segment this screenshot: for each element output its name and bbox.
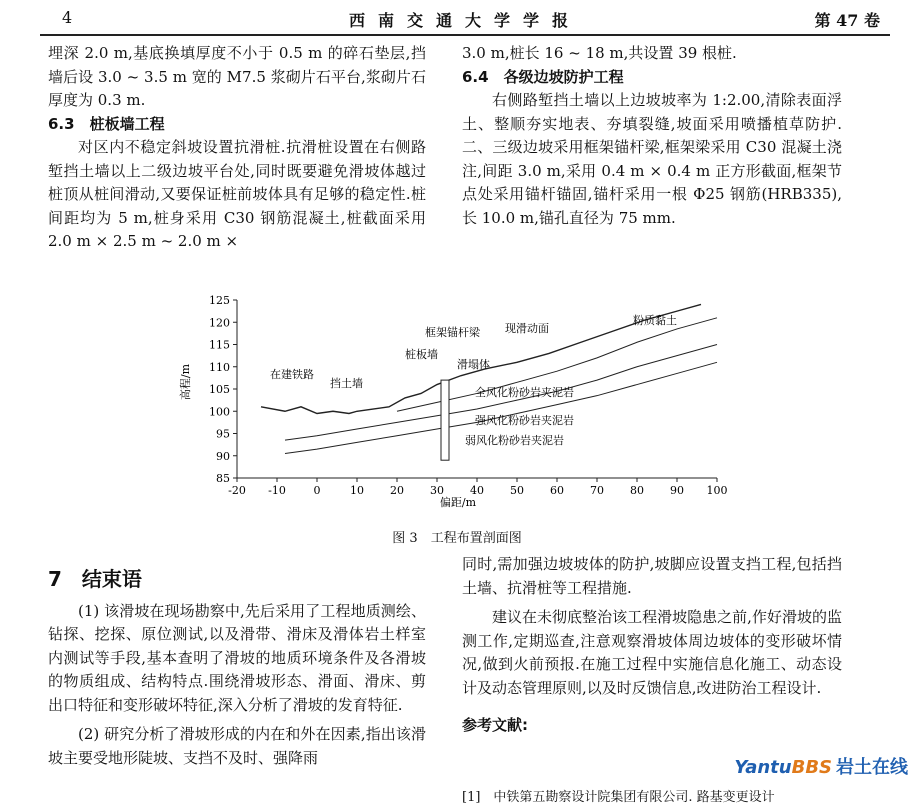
paragraph: 同时,需加强边坡坡体的防护,坡脚应设置支挡工程,包括挡土墙、抗滑桩等工程措施. xyxy=(462,555,842,597)
x-tick-label: -10 xyxy=(268,484,286,497)
y-tick-label: 105 xyxy=(209,383,230,396)
section-heading-6-4: 6.4 各级边坡防护工程 xyxy=(462,67,624,86)
x-tick-label: 10 xyxy=(350,484,364,497)
x-tick-label: 70 xyxy=(590,484,604,497)
page-header xyxy=(40,2,890,36)
x-tick-label: 90 xyxy=(670,484,684,497)
section-heading-6-3: 6.3 桩板墙工程 xyxy=(48,114,165,133)
x-axis-title: 偏距/m xyxy=(439,496,477,509)
y-tick-label: 100 xyxy=(209,405,230,419)
volume-label: 第 47 卷 xyxy=(814,11,880,30)
anti-slide-pile xyxy=(441,380,449,460)
label-silty-clay: 粉质黏土 xyxy=(633,314,677,327)
label-landslide-body: 滑塌体 xyxy=(457,358,490,371)
x-tick-label: 0 xyxy=(313,484,321,497)
x-tick-label: 40 xyxy=(470,484,484,497)
left-column-top xyxy=(48,42,426,254)
label-railway: 在建铁路 xyxy=(270,368,314,381)
y-tick-label: 110 xyxy=(209,360,230,374)
label-layer-3: 弱风化粉砂岩夹泥岩 xyxy=(465,434,564,447)
x-tick-label: 30 xyxy=(430,484,444,497)
watermark-part-c: 岩土在线 xyxy=(836,757,908,778)
watermark-logo xyxy=(734,753,908,779)
label-layer-1: 全风化粉砂岩夹泥岩 xyxy=(475,386,574,399)
paragraph: 对区内不稳定斜坡设置抗滑桩.抗滑桩设置在右侧路堑挡土墙以上二级边坡平台处,同时既要避免滑坡体越过桩顶从桩间滑动,又要保证桩前坡体具有足够的稳定性.桩间距均为 5 m,桩身采用 C30 钢筋混凝土,桩截面采用 2.0 m × 2.5 m ~ 2.0 m × xyxy=(48,138,426,250)
reference-item: [1] 中铁第五勘察设计院集团有限公司. 路基变更设计 xyxy=(462,790,775,805)
journal-title: 西南交通大学学报 xyxy=(348,11,581,30)
watermark-part-a: Yantu xyxy=(734,757,792,778)
x-tick-label: 80 xyxy=(630,484,644,497)
right-column-top xyxy=(462,42,842,230)
left-column-bottom xyxy=(48,564,426,770)
page-number: 4 xyxy=(62,8,73,27)
profile-figure xyxy=(175,292,735,512)
label-anchor-beam: 框架锚杆梁 xyxy=(425,326,480,339)
paragraph: 建议在未彻底整治该工程滑坡隐患之前,作好滑坡的监测工作,定期巡查,注意观察滑坡体周边坡体的变形破坏情况,做到火前预报.在施工过程中实施信息化施工、动态设计及动态管理原则,以及时反馈信息,改进防治工程设计. xyxy=(462,608,842,697)
profile-chart xyxy=(175,292,735,512)
y-tick-label: 85 xyxy=(216,472,230,485)
paragraph: (1) 该滑坡在现场勘察中,先后采用了工程地质测绘、钻探、挖探、原位测试,以及滑带、滑床及滑体岩土样室内测试等手段,基本查明了滑坡的地质环境条件及各滑坡的物质组成、结构特点.围绕滑坡形态、滑面、滑床、剪出口特征和变形破坏特征,深入分析了滑坡的发育特征. xyxy=(48,601,426,714)
header-rule xyxy=(40,34,890,36)
right-column-bottom xyxy=(462,553,842,738)
x-tick-label: 60 xyxy=(550,484,564,497)
x-tick-label: 20 xyxy=(390,484,404,497)
x-tick-label: 100 xyxy=(706,484,728,497)
references-heading: 参考文献: xyxy=(462,716,528,734)
paragraph: (2) 研究分析了滑坡形成的内在和外在因素,指出该滑坡主要受地形陡坡、支挡不及时、强降雨 xyxy=(48,725,426,767)
paragraph: 3.0 m,桩长 16 ~ 18 m,共设置 39 根桩. xyxy=(462,44,737,62)
y-tick-label: 125 xyxy=(209,294,230,307)
y-tick-label: 90 xyxy=(216,449,230,463)
label-sliding-surface: 现滑动面 xyxy=(505,322,549,335)
y-tick-label: 120 xyxy=(209,316,230,330)
paragraph: 埋深 2.0 m,基底换填厚度不小于 0.5 m 的碎石垫层,挡墙后设 3.0 ~ 3.5 m 宽的 M7.5 浆砌片石平台,浆砌片石厚度为 0.3 m. xyxy=(48,44,426,109)
y-tick-label: 95 xyxy=(216,427,230,441)
paragraph: 右侧路堑挡土墙以上边坡坡率为 1:2.00,清除表面浮土、整顺夯实地表、夯填裂缝,坡面采用喷播植草防护.二、三级边坡采用框架锚杆梁,框架梁采用 C30 混凝土浇注,间距 3.0 m,采用 0.4 m × 0.4 m 正方形截面,框架节点处采用锚杆锚固,锚杆采用一根 Φ25 钢筋(HRB335),长 10.0 m,锚孔直径为 75 mm. xyxy=(462,91,842,227)
figure-caption: 图 3 工程布置剖面图 xyxy=(392,531,522,546)
y-axis-title: 高程/m xyxy=(179,363,192,401)
y-tick-label: 115 xyxy=(209,338,230,352)
label-retaining-wall: 挡土墙 xyxy=(330,377,363,390)
label-pile-wall: 桩板墙 xyxy=(405,348,438,361)
x-tick-label: 50 xyxy=(510,484,524,497)
label-layer-2: 强风化粉砂岩夹泥岩 xyxy=(475,414,574,427)
x-tick-label: -20 xyxy=(228,484,246,497)
watermark-part-b: BBS xyxy=(791,757,832,778)
section-heading-7: 7 结束语 xyxy=(48,567,142,591)
